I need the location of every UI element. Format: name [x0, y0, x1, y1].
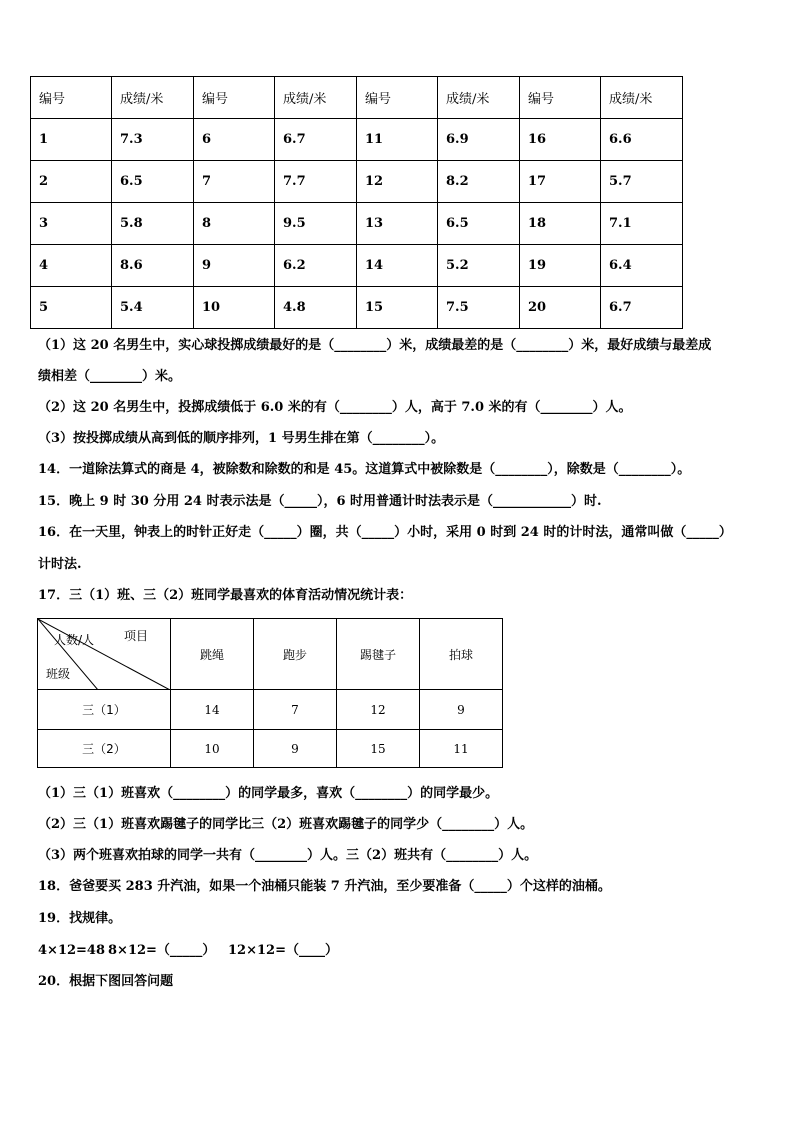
score-cell: 5.8	[112, 203, 194, 245]
score-cell: 9.5	[275, 203, 357, 245]
score-header-cell: 成绩/米	[438, 77, 520, 119]
class-label: 三（2）	[38, 730, 171, 768]
score-cell: 6.7	[601, 287, 683, 329]
score-header-cell: 编号	[31, 77, 112, 119]
q13-part3: （3）按投掷成绩从高到低的顺序排列，1 号男生排在第（________）。	[38, 431, 445, 446]
student-number-cell: 17	[520, 161, 601, 203]
corner-class-label: 班级	[46, 667, 71, 681]
score-cell: 6.7	[275, 119, 357, 161]
score-cell: 5.2	[438, 245, 520, 287]
student-number-cell: 16	[520, 119, 601, 161]
score-cell: 6.2	[275, 245, 357, 287]
score-row	[31, 119, 683, 161]
activity-header: 踢毽子	[337, 619, 420, 690]
score-cell: 6.5	[438, 203, 520, 245]
score-table	[30, 76, 683, 329]
student-number-cell: 11	[357, 119, 438, 161]
student-number-cell: 3	[31, 203, 112, 245]
score-cell: 7.7	[275, 161, 357, 203]
question-19-expression-2: 8×12=（_____）	[108, 943, 216, 958]
activity-header: 跑步	[254, 619, 337, 690]
score-cell: 5.4	[112, 287, 194, 329]
score-cell: 7.3	[112, 119, 194, 161]
activity-header: 拍球	[420, 619, 503, 690]
student-number-cell: 12	[357, 161, 438, 203]
activity-header: 跳绳	[171, 619, 254, 690]
score-cell: 6.9	[438, 119, 520, 161]
student-number-cell: 20	[520, 287, 601, 329]
score-cell: 7.5	[438, 287, 520, 329]
score-header-cell: 成绩/米	[112, 77, 194, 119]
score-cell: 6.4	[601, 245, 683, 287]
activity-count: 15	[337, 730, 420, 768]
student-number-cell: 9	[194, 245, 275, 287]
score-cell: 8.6	[112, 245, 194, 287]
score-header-cell: 成绩/米	[601, 77, 683, 119]
student-number-cell: 10	[194, 287, 275, 329]
score-row	[31, 203, 683, 245]
score-header-cell: 编号	[194, 77, 275, 119]
score-row	[31, 287, 683, 329]
score-row	[31, 161, 683, 203]
student-number-cell: 18	[520, 203, 601, 245]
question-14: 14．一道除法算式的商是 4，被除数和除数的和是 45。这道算式中被除数是（________），除数是（________）。	[38, 462, 691, 477]
student-number-cell: 8	[194, 203, 275, 245]
class-label: 三（1）	[38, 690, 171, 730]
question-15: 15．晚上 9 时 30 分用 24 时表示法是（_____），6 时用普通计时法表示是（____________）时.	[38, 494, 602, 509]
score-cell: 6.5	[112, 161, 194, 203]
activity-count: 7	[254, 690, 337, 730]
activity-count: 11	[420, 730, 503, 768]
student-number-cell: 4	[31, 245, 112, 287]
score-header-row	[31, 77, 683, 119]
score-cell: 6.6	[601, 119, 683, 161]
score-header-cell: 成绩/米	[275, 77, 357, 119]
activity-count: 14	[171, 690, 254, 730]
question-16-line2: 计时法.	[38, 557, 82, 572]
question-16-line1: 16．在一天里，钟表上的时针正好走（_____）圈，共（_____）小时，采用 0 时到 24 时的计时法，通常叫做（_____）	[38, 525, 732, 540]
student-number-cell: 2	[31, 161, 112, 203]
question-18: 18．爸爸要买 283 升汽油，如果一个油桶只能装 7 升汽油，至少要准备（_____）个这样的油桶。	[38, 879, 611, 894]
activity-count: 12	[337, 690, 420, 730]
activity-count: 9	[254, 730, 337, 768]
q17-part2: （2）三（1）班喜欢踢毽子的同学比三（2）班喜欢踢毽子的同学少（________）人。	[38, 817, 534, 832]
score-cell: 5.7	[601, 161, 683, 203]
activity-count: 10	[171, 730, 254, 768]
score-header-cell: 编号	[357, 77, 438, 119]
student-number-cell: 14	[357, 245, 438, 287]
activity-count: 9	[420, 690, 503, 730]
q17-part3: （3）两个班喜欢拍球的同学一共有（________）人。三（2）班共有（________）人。	[38, 848, 538, 863]
corner-item-label: 项目	[124, 629, 149, 643]
student-number-cell: 15	[357, 287, 438, 329]
corner-count-label: 人数/人	[54, 633, 95, 647]
student-number-cell: 5	[31, 287, 112, 329]
score-cell: 8.2	[438, 161, 520, 203]
question-19-expression-3: 12×12=（____）	[228, 943, 338, 958]
student-number-cell: 6	[194, 119, 275, 161]
score-cell: 4.8	[275, 287, 357, 329]
score-header-cell: 编号	[520, 77, 601, 119]
q17-part1: （1）三（1）班喜欢（________）的同学最多，喜欢（________）的同学最少。	[38, 786, 499, 801]
student-number-cell: 1	[31, 119, 112, 161]
student-number-cell: 19	[520, 245, 601, 287]
q13-part1-line2: 绩相差（________）米。	[38, 369, 182, 384]
question-20: 20．根据下图回答问题	[38, 974, 174, 989]
score-row	[31, 245, 683, 287]
activity-table	[37, 618, 503, 768]
student-number-cell: 13	[357, 203, 438, 245]
question-17-title: 17．三（1）班、三（2）班同学最喜欢的体育活动情况统计表：	[38, 588, 413, 603]
q13-part2: （2）这 20 名男生中，投掷成绩低于 6.0 米的有（________）人，高于 7.0 米的有（________）人。	[38, 400, 632, 415]
table-corner-cell	[38, 619, 171, 690]
question-19-expression-1: 4×12=48	[38, 943, 106, 958]
q13-part1-line1: （1）这 20 名男生中，实心球投掷成绩最好的是（________）米，成绩最差的是（________）米，最好成绩与最差成	[38, 338, 712, 353]
score-cell: 7.1	[601, 203, 683, 245]
question-19-title: 19．找规律。	[38, 911, 122, 926]
student-number-cell: 7	[194, 161, 275, 203]
